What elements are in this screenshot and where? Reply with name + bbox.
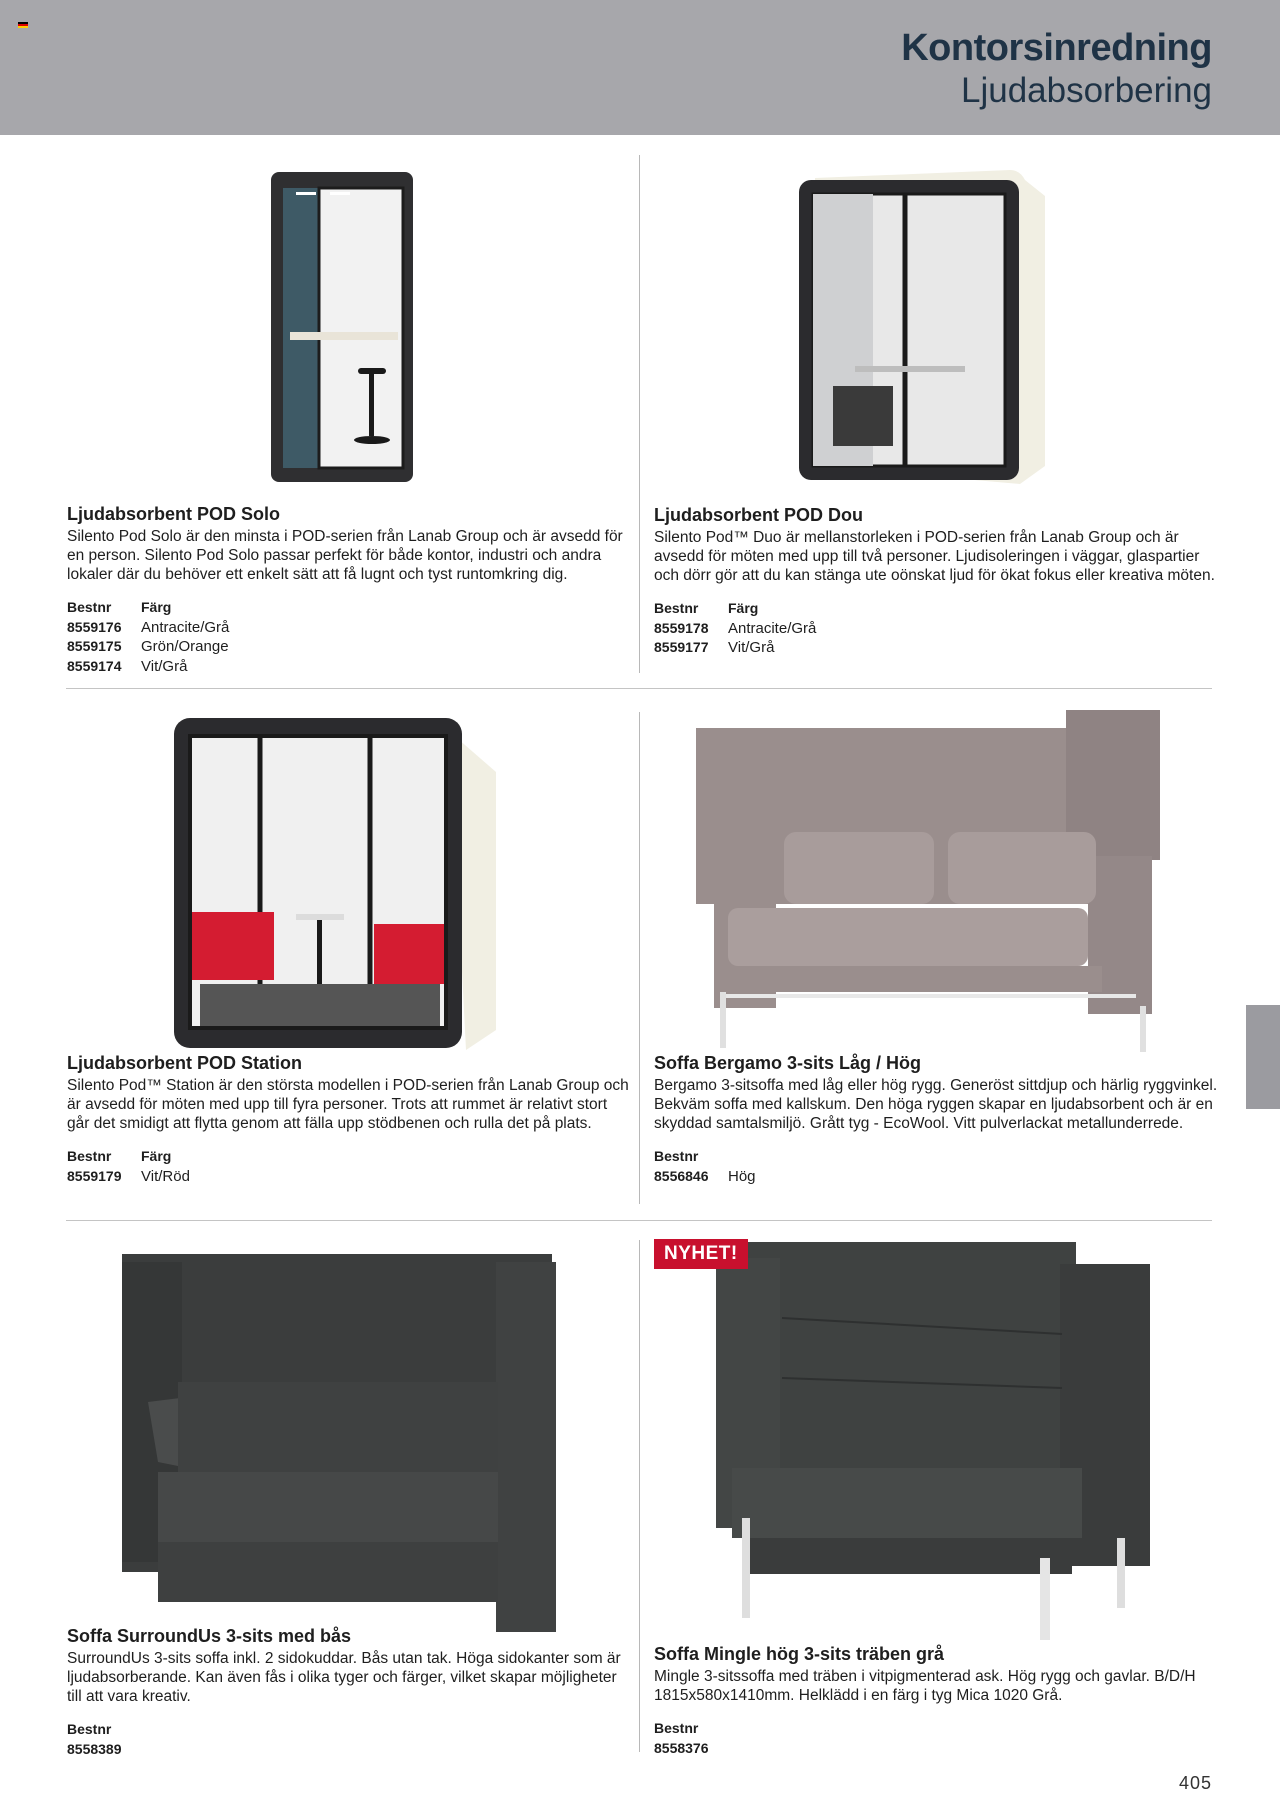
page-header [0,0,1280,135]
spec-table [654,1719,1219,1758]
product-title: Ljudabsorbent POD Station [67,1053,303,1073]
pod-station-image [170,714,498,1054]
product-description: Mingle 3-sitssoffa med träben i vitpigmenterad ask. Hög rygg och gavlar. B/D/H 1815x580x1410mm. Helklädd i en färg i tyg Mica 1020 Grå. [654,1668,1196,1704]
article-number: 8559174 [67,657,122,674]
column-divider-3 [639,1240,640,1752]
pod-solo-image [268,168,418,490]
spec-header-bestnr: Bestnr [67,1721,112,1737]
product-sofa-mingle [654,1644,1219,1758]
spec-table [67,1720,632,1759]
flag-stripe-3 [18,26,28,28]
column-divider-2 [639,712,640,1204]
spec-header-bestnr: Bestnr [67,599,112,615]
article-number: 8559176 [67,618,122,635]
article-number: 8559178 [654,619,709,636]
article-number: 8556846 [654,1167,709,1184]
product-sofa-surroundus [67,1626,632,1759]
pod-duo-image [795,166,1050,492]
sofa-bergamo-image [692,706,1170,1056]
product-title: Soffa Mingle hög 3-sits träben grå [654,1644,945,1664]
product-description: Bergamo 3-sitsoffa med låg eller hög rygg. Generöst sittdjup och härlig ryggvinkel. Bekväm soffa med kallskum. Den höga ryggen skapar en ljudabsorbent och är en skyddad samtalsmiljö. Grått tyg - EcoWool. Vitt pulverlackat metallunderrede. [654,1077,1218,1132]
product-pod-solo [67,504,632,676]
row-divider-1 [66,688,1212,689]
spec-table [654,1147,1219,1186]
product-title: Soffa SurroundUs 3-sits med bås [67,1626,352,1646]
product-sofa-bergamo [654,1053,1219,1186]
spec-header-farg: Färg [141,599,172,615]
article-number: 8559179 [67,1167,122,1184]
spec-row [654,619,1219,639]
article-number: 8558376 [654,1739,709,1756]
section-tab [1246,1005,1280,1109]
spec-header-farg: Färg [728,600,759,616]
spec-row [67,1740,632,1760]
spec-table [67,1147,632,1186]
spec-table [654,599,1219,658]
spec-table [67,598,632,676]
spec-row [67,618,632,638]
spec-header-bestnr: Bestnr [654,600,699,616]
product-pod-duo [654,505,1219,658]
new-badge: NYHET! [654,1239,748,1269]
product-title: Ljudabsorbent POD Solo [67,504,281,524]
article-number: 8558389 [67,1740,122,1757]
spec-row [654,1167,1219,1187]
article-number: 8559175 [67,638,122,654]
page-title: Kontorsinredning [901,27,1212,69]
product-title: Soffa Bergamo 3-sits Låg / Hög [654,1053,922,1073]
column-divider-1 [639,155,640,673]
product-title: Ljudabsorbent POD Dou [654,505,863,525]
color-value: Vit/Röd [141,1167,190,1185]
page-subtitle: Ljudabsorbering [960,71,1212,110]
flag-icon [18,22,28,28]
model-value: Hög [728,1167,756,1185]
spec-header-bestnr: Bestnr [654,1720,699,1736]
spec-header-bestnr: Bestnr [67,1148,112,1164]
page-number: 405 [1178,1773,1212,1793]
spec-header-farg: Färg [141,1148,172,1164]
color-value: Antracite/Grå [728,619,817,637]
sofa-mingle-image [712,1238,1158,1650]
spec-row [67,637,632,657]
product-description: Silento Pod Solo är den minsta i POD-serien från Lanab Group och är avsedd för en person. Silento Pod Solo passar perfekt för både kontor, industri och andra lokaler där du behöver ett enkelt sätt att få lugnt och tyst runtomkring dig. [67,528,623,583]
spec-row [654,1739,1219,1759]
article-number: 8559177 [654,639,709,655]
page-title-block [901,26,1212,112]
spec-row [67,1167,632,1187]
product-description: SurroundUs 3-sits soffa inkl. 2 sidokuddar. Bås utan tak. Höga sidokanter som är ljudabsorberande. Kan även fås i olika tyger och färger, vilket skapar möjligheter till att vara kreativ. [67,1650,621,1705]
product-description: Silento Pod™ Station är den största modellen i POD-serien från Lanab Group och är avsedd för möten med upp till fyra personer. Trots att rummet är relativt stort går det smidigt att flytta genom att fälla upp stödbenen och rulla det på plats. [67,1077,629,1132]
spec-row [654,638,1219,658]
spec-header-bestnr: Bestnr [654,1148,699,1164]
product-pod-station [67,1053,632,1186]
color-value: Grön/Orange [141,638,229,655]
product-description: Silento Pod™ Duo är mellanstorleken i POD-serien från Lanab Group och är avsedd för möten med upp till två personer. Ljudisoleringen i väggar, glaspartier och dörr gör att du kan stänga ute oönskat ljud för ökat fokus eller kreativa möten. [654,529,1215,584]
row-divider-2 [66,1220,1212,1221]
spec-row [67,657,632,677]
color-value: Vit/Grå [141,657,188,675]
color-value: Vit/Grå [728,639,775,656]
color-value: Antracite/Grå [141,618,230,636]
sofa-surroundus-image [118,1252,568,1644]
